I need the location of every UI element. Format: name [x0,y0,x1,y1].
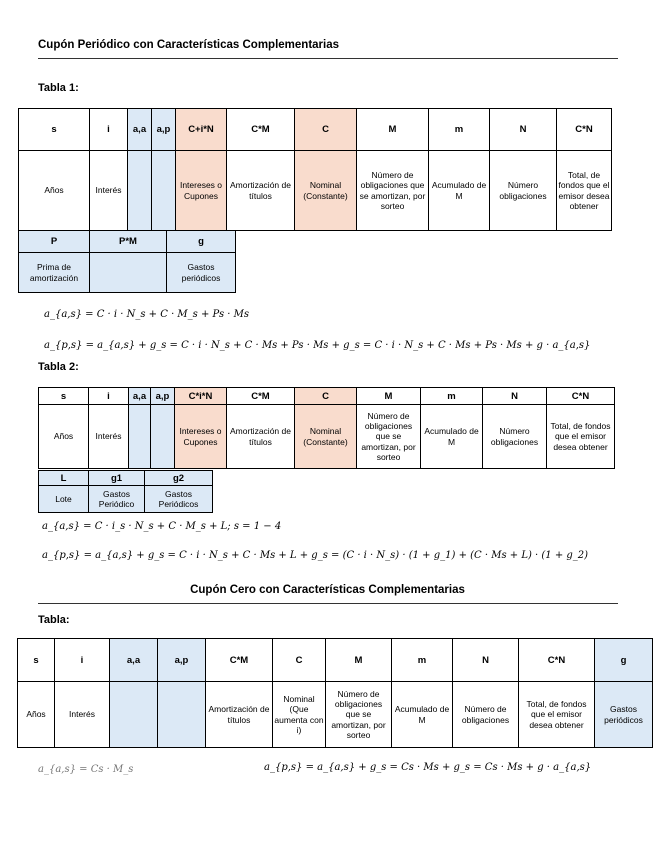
table1-extra [18,230,236,293]
formula-annuity-aa-lot: a_{a,s} = C · i_s · N_s + C · M_s + L; s = 1 − 4 [42,521,282,532]
table1-header-c: C [295,109,357,151]
table1-cell-c: Nominal (Constante) [295,151,357,231]
table2-header-m-lower: m [421,388,483,405]
table1-header-m-lower: m [429,109,490,151]
table3-cell-i: Interés [55,682,110,748]
table3-cell-m-lower: Acumulado de M [392,682,453,748]
table1 [18,108,612,231]
table1-cell-cn: Total, de fondos que el emisor desea obtener [557,151,612,231]
table2-extra-cell-g1: Gastos Periódico [89,486,145,513]
table2-extra-cell-g2: Gastos Periódicos [145,486,213,513]
table3-cell-cm: Amortización de títulos [206,682,273,748]
table1-cell-aa [128,151,152,231]
table2-extra-header-l: L [39,471,89,486]
table2-cell-m-upper: Número de obligaciones que se amortizan, por sorteo [357,405,421,469]
section2-rule [38,603,618,604]
table3-cell-n: Número de obligaciones [453,682,519,748]
table2-cell-cm: Amortización de títulos [227,405,295,469]
section1-rule [38,58,618,59]
table1-extra-header-g: g [167,231,236,253]
table2-header-s: s [39,388,89,405]
table3-cell-m-upper: Número de obligaciones que se amortizan, por sorteo [326,682,392,748]
table3-header-i: i [55,639,110,682]
table2-header-cin: C*i*N [175,388,227,405]
table2-extra [38,470,213,513]
table1-header-m-upper: M [357,109,429,151]
table1-cell-s: Años [19,151,90,231]
table3-header-cm: C*M [206,639,273,682]
formula-annuity-aa: a_{a,s} = C · i · N_s + C · M_s + Ps · Ms [44,309,250,320]
table3-header-n: N [453,639,519,682]
table2-cell-m-lower: Acumulado de M [421,405,483,469]
table3-cell-ap [158,682,206,748]
table2-cell-ap [151,405,175,469]
formula-zero-coupon-ap: a_{p,s} = a_{a,s} + g_s = Cs · Ms + g_s = Cs · Ms + g · a_{a,s} [264,762,592,773]
table1-cell-cm: Amortización de títulos [227,151,295,231]
table3-header-cn: C*N [519,639,595,682]
table2 [38,387,615,469]
table1-extra-header-p: P [19,231,90,253]
formula-annuity-ap-lot: a_{p,s} = a_{a,s} + g_s = C · i · N_s + C · Ms + L + g_s = (C · i · N_s) · (1 + g_1) + (C · Ms + L) · (1 + g_2) [42,550,589,561]
table1-cell-m-lower: Acumulado de M [429,151,490,231]
table1-extra-cell-p: Prima de amortización [19,253,90,293]
table3-cell-aa [110,682,158,748]
table1-header-s: s [19,109,90,151]
table2-extra-cell-l: Lote [39,486,89,513]
table2-header-aa: a,a [129,388,151,405]
table3 [17,638,653,748]
table1-cell-ap [152,151,176,231]
table3-cell-g: Gastos periódicos [595,682,653,748]
table1-header-cm: C*M [227,109,295,151]
table1-extra-cell-g: Gastos periódicos [167,253,236,293]
table3-header-g: g [595,639,653,682]
table1-cell-cin: Intereses o Cupones [176,151,227,231]
table2-header-m-upper: M [357,388,421,405]
table2-header-cm: C*M [227,388,295,405]
table3-header-m-lower: m [392,639,453,682]
table1-cell-m-upper: Número de obligaciones que se amortizan, por sorteo [357,151,429,231]
table2-cell-aa [129,405,151,469]
table3-header-c: C [273,639,326,682]
table2-cell-n: Número obligaciones [483,405,547,469]
section2-title: Cupón Cero con Características Complementarias [190,584,465,596]
table3-cell-c: Nominal (Que aumenta con i) [273,682,326,748]
table3-header-s: s [18,639,55,682]
table2-cell-cin: Intereses o Cupones [175,405,227,469]
table2-header-c: C [295,388,357,405]
table2-label: Tabla 2: [38,361,79,373]
table2-header-cn: C*N [547,388,615,405]
table2-cell-s: Años [39,405,89,469]
table3-label: Tabla: [38,614,70,626]
table2-extra-header-g1: g1 [89,471,145,486]
table3-header-aa: a,a [110,639,158,682]
table2-header-ap: a,p [151,388,175,405]
table1-cell-n: Número obligaciones [490,151,557,231]
formula-zero-coupon-aa: a_{a,s} = Cs · M_s [38,764,134,775]
table1-header-cin: C+i*N [176,109,227,151]
table1-header-ap: a,p [152,109,176,151]
section1-title: Cupón Periódico con Características Complementarias [38,39,340,51]
table3-header-m-upper: M [326,639,392,682]
table3-header-ap: a,p [158,639,206,682]
table1-extra-header-pm: P*M [90,231,167,253]
table1-cell-i: Interés [90,151,128,231]
table3-cell-cn: Total, de fondos que el emisor desea obtener [519,682,595,748]
table1-header-n: N [490,109,557,151]
table1-header-i: i [90,109,128,151]
table2-cell-c: Nominal (Constante) [295,405,357,469]
table1-header-cn: C*N [557,109,612,151]
table1-extra-cell-pm [90,253,167,293]
table1-label: Tabla 1: [38,82,79,94]
table2-header-n: N [483,388,547,405]
table3-cell-s: Años [18,682,55,748]
table2-cell-i: Interés [89,405,129,469]
table2-cell-cn: Total, de fondos que el emisor desea obtener [547,405,615,469]
table2-extra-header-g2: g2 [145,471,213,486]
table1-header-aa: a,a [128,109,152,151]
formula-annuity-ap: a_{p,s} = a_{a,s} + g_s = C · i · N_s + C · Ms + Ps · Ms + g_s = C · i · N_s + C · Ms + Ps · Ms + g · a_{a,s} [44,340,591,351]
table2-header-i: i [89,388,129,405]
